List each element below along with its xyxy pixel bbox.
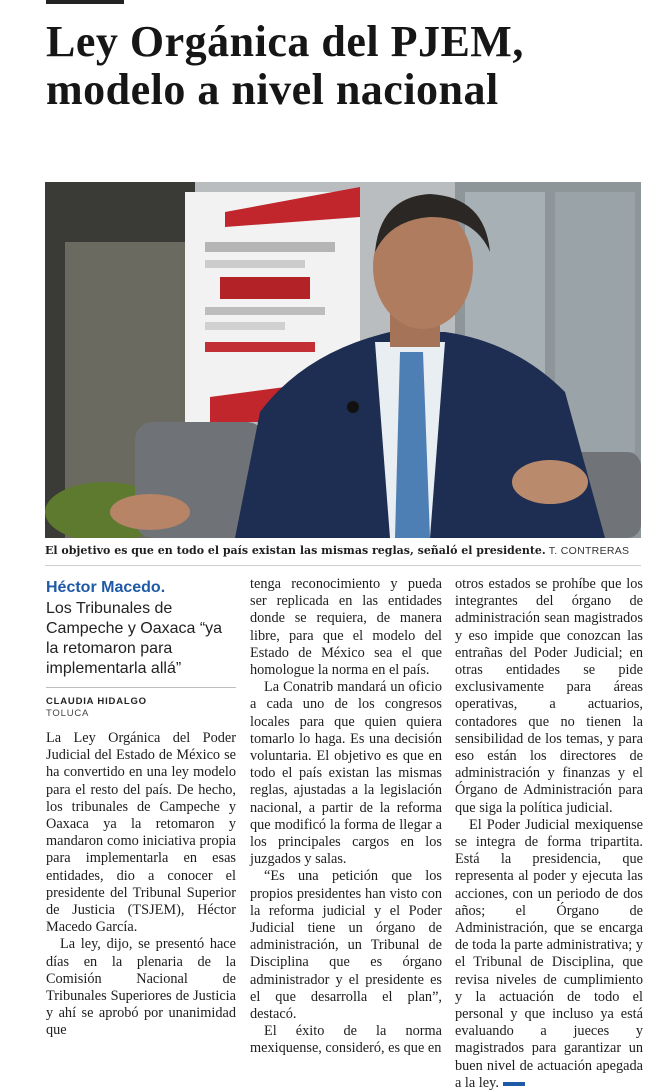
byline-author: CLAUDIA HIDALGO bbox=[46, 696, 147, 707]
article-photo bbox=[45, 182, 641, 538]
caption-divider bbox=[45, 565, 641, 566]
headline-line-2: modelo a nivel nacional bbox=[46, 65, 499, 114]
paragraph: “Es una petición que los propios presidentes han visto con la reforma judicial y el Poder Judicial tiene un órgano de administración, un Tribunal de Disciplina que es órgano administrador y el presidente es el que desarrolla el plan”, destacó. bbox=[250, 868, 442, 1023]
paragraph: tenga reconocimiento y pueda ser replicada en las entidades donde se requiera, de manera libre, para que el modelo del Estado de México sea el que homologue la norma en el país. bbox=[250, 576, 442, 679]
article-column-2 bbox=[250, 576, 442, 1058]
pull-quote-name: Héctor Macedo. bbox=[46, 579, 166, 596]
headline bbox=[46, 18, 646, 114]
paragraph: La Conatrib mandará un oficio a cada uno de los congresos locales para que quien quiera tomarlo lo haga. Es una decisión voluntaria. El objetivo es que en todo el país existan las mismas reglas, ajustadas a la legislación nacional, a partir de la reforma que modificó la forma de llegar a los principales cargos en los juzgados y salas. bbox=[250, 679, 442, 868]
photo-credit: T. CONTRERAS bbox=[548, 545, 630, 557]
paragraph: La ley, dijo, se presentó hace días en la plenaria de la Comisión Nacional de Tribunales Superiores de Justicia y ahí se aprobó por unanimidad que bbox=[46, 936, 236, 1039]
article-column-3 bbox=[455, 576, 643, 1092]
headline-line-1: Ley Orgánica del PJEM, bbox=[46, 17, 524, 66]
byline-place: TOLUCA bbox=[46, 708, 90, 719]
paragraph-final bbox=[455, 817, 643, 1092]
paragraph: El éxito de la norma mexiquense, consideró, es que en bbox=[250, 1023, 442, 1057]
paragraph-final-text: El Poder Judicial mexiquense se integra de forma tripartita. Está la presidencia, que representa al poder y ejecuta las acciones, con un periodo de dos años; el Órgano de Administración, que se encarga de toda la parte administrativa; y el Tribunal de Disciplina, que revisa niveles de cumplimiento y la actuación de todo el personal y que incluso ya está evaluando a jueces y magistrados para garantizar un buen nivel de actuación apegada a la ley. bbox=[455, 816, 643, 1091]
caption-text: El objetivo es que en todo el país existan las mismas reglas, señaló el presidente. bbox=[45, 544, 546, 557]
pull-quote-text: Los Tribunales de Campeche y Oaxaca “ya la retomaron para implementarla allá” bbox=[46, 600, 223, 677]
section-top-rule bbox=[46, 0, 124, 4]
article-column-1 bbox=[46, 576, 236, 1040]
photo-caption bbox=[45, 543, 641, 559]
pull-quote-divider bbox=[46, 687, 236, 688]
end-of-article-mark bbox=[503, 1082, 525, 1086]
paragraph: otros estados se prohíbe que los integrantes del órgano de administración sean magistrados y eso impide que conozcan las entrañas del Poder Judicial; en otras entidades se pide exclusivamente para áreas operativas, a actuarios, contadores que no tienen la sensibilidad de los temas, y para eso están los directores de administración y finanzas y el Órgano de Administración para que siga la política judicial. bbox=[455, 576, 643, 816]
paragraph: La Ley Orgánica del Poder Judicial del Estado de México se ha convertido en una ley modelo para el resto del país. De hecho, los tribunales de Campeche y Oaxaca ya la retomaron y mandaron como iniciativa propia para implementarla en esas entidades, dio a conocer el presidente del Tribunal Superior de Justicia (TSJEM), Héctor Macedo García. bbox=[46, 730, 236, 936]
portrait-photo-illustration bbox=[45, 182, 641, 538]
